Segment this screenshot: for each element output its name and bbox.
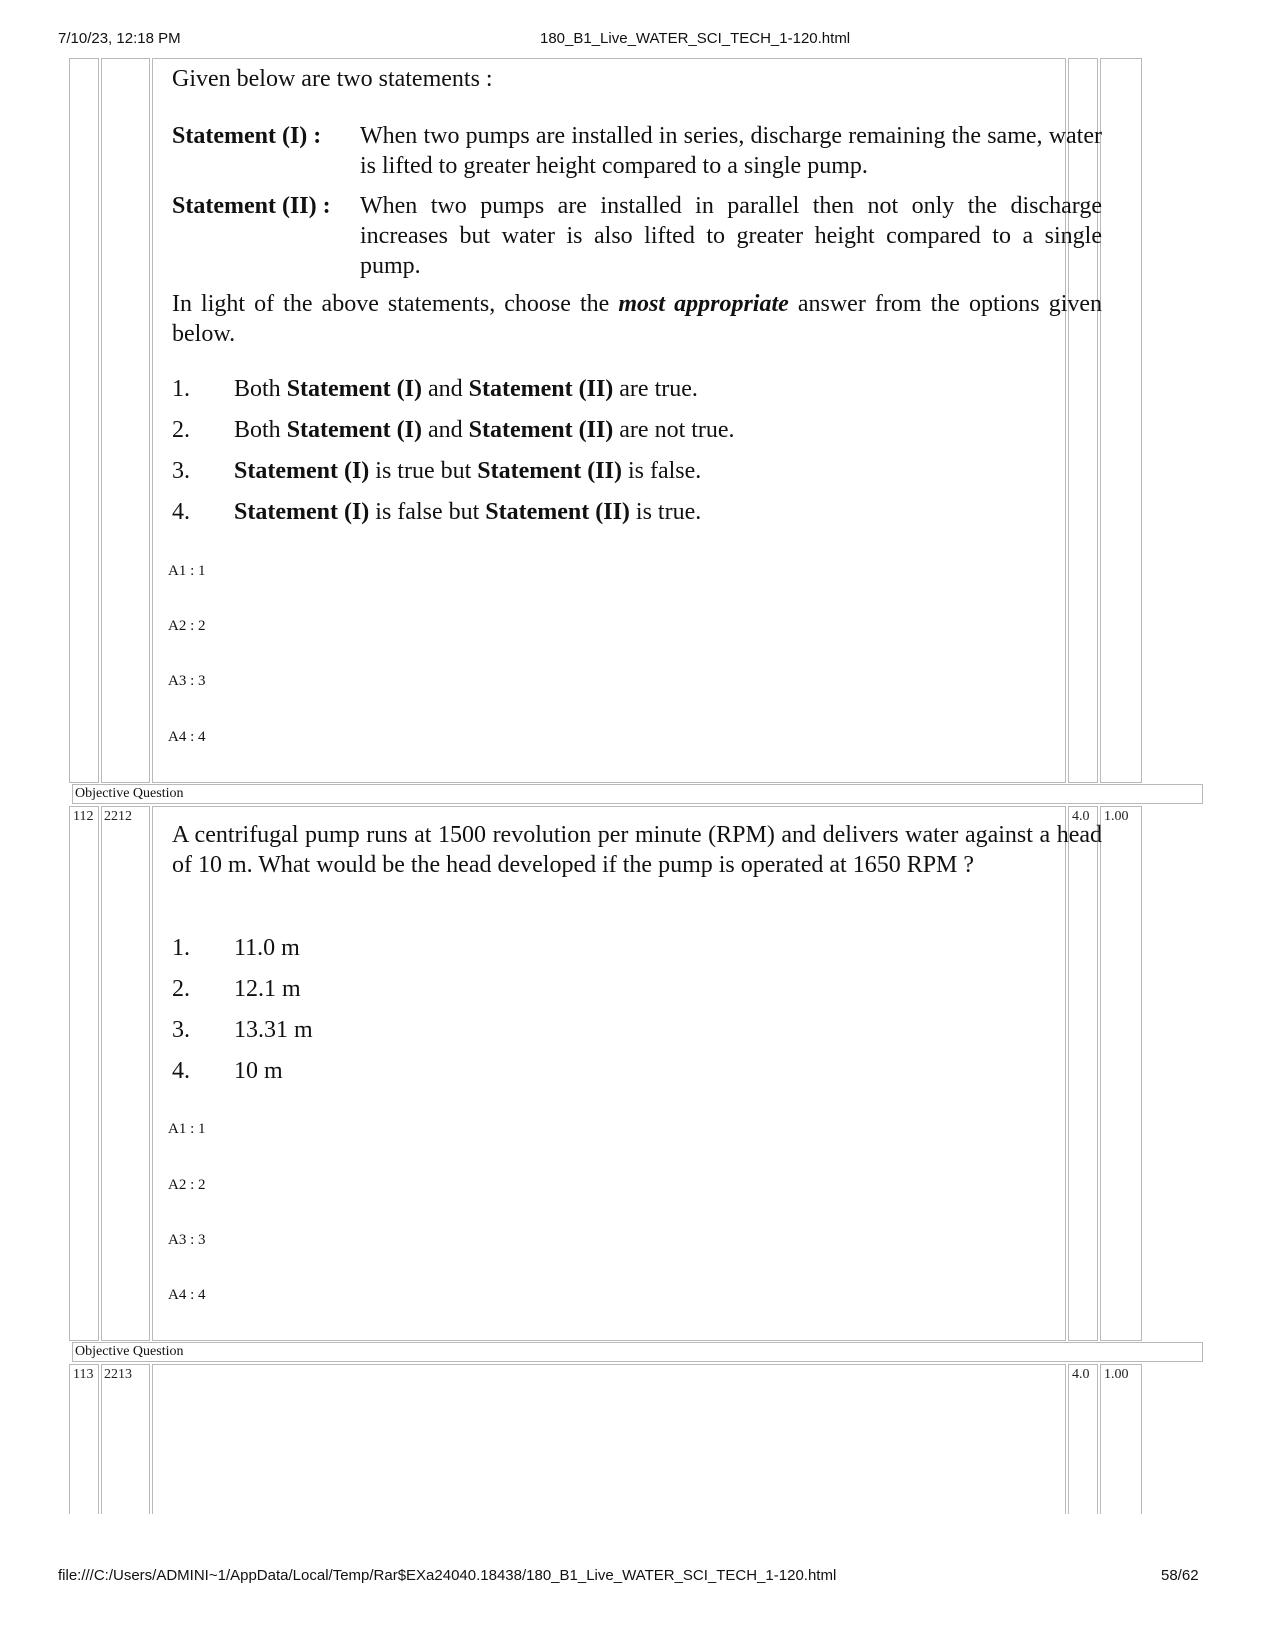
q112-answer-3: A3 : 3 bbox=[168, 1232, 206, 1248]
q113-sno-cell bbox=[69, 1364, 99, 1514]
q112-answer-4: A4 : 4 bbox=[168, 1287, 206, 1303]
statement-1-label: Statement (I) : bbox=[172, 123, 322, 149]
q112-qid-cell bbox=[101, 806, 150, 1341]
q111-instruction bbox=[172, 289, 1102, 349]
q112-answer-2: A2 : 2 bbox=[168, 1177, 206, 1193]
q111-option-4: 4. Statement (I) is false but Statement (II) is true. bbox=[172, 499, 702, 525]
q113-negative-marks: 1.00 bbox=[1104, 1367, 1129, 1382]
q111-statement-1 bbox=[172, 121, 1102, 183]
q111-statement-2 bbox=[172, 191, 1102, 281]
print-datetime: 7/10/23, 12:18 PM bbox=[58, 30, 181, 47]
statement-1-text: When two pumps are installed in series, discharge remaining the same, water is lifted to greater height compared to a single pump. bbox=[360, 123, 1102, 179]
q111-answer-2: A2 : 2 bbox=[168, 618, 206, 634]
print-page-number: 58/62 bbox=[1161, 1567, 1199, 1584]
q111-answer-3: A3 : 3 bbox=[168, 673, 206, 689]
q112-option-3: 3. 13.31 m bbox=[172, 1017, 313, 1043]
q113-question-id: 2213 bbox=[104, 1367, 132, 1382]
q112-option-2: 2. 12.1 m bbox=[172, 976, 301, 1002]
q111-answer-4: A4 : 4 bbox=[168, 729, 206, 745]
q111-sno-cell bbox=[69, 58, 99, 783]
q112-content-cell bbox=[152, 806, 1066, 1341]
instruction-pre: In light of the above statements, choose the bbox=[172, 291, 610, 317]
instruction-post: answer from the options given below. bbox=[172, 291, 1103, 347]
objective-question-label-2: Objective Question bbox=[72, 1342, 1203, 1362]
objective-question-label: Objective Question bbox=[72, 784, 1203, 804]
q111-answer-1: A1 : 1 bbox=[168, 563, 206, 579]
statement-2-label: Statement (II) : bbox=[172, 193, 331, 219]
q113-serial-number: 113 bbox=[73, 1367, 94, 1382]
q112-negative-cell bbox=[1100, 806, 1142, 1341]
q113-content-cell bbox=[152, 1364, 1066, 1514]
q112-option-4: 4. 10 m bbox=[172, 1058, 283, 1084]
q112-marks: 4.0 bbox=[1072, 809, 1090, 824]
q113-qid-cell bbox=[101, 1364, 150, 1514]
q111-intro: Given below are two statements : bbox=[172, 66, 493, 92]
print-title: 180_B1_Live_WATER_SCI_TECH_1-120.html bbox=[540, 30, 851, 47]
q112-option-1: 1. 11.0 m bbox=[172, 935, 300, 961]
q112-sno-cell bbox=[69, 806, 99, 1341]
q112-serial-number: 112 bbox=[73, 809, 94, 824]
q112-negative-marks: 1.00 bbox=[1104, 809, 1129, 824]
q111-option-3: 3. Statement (I) is true but Statement (II) is false. bbox=[172, 458, 702, 484]
q113-negative-cell bbox=[1100, 1364, 1142, 1514]
q111-option-1: 1. Both Statement (I) and Statement (II) are true. bbox=[172, 376, 698, 402]
q111-negative-cell bbox=[1100, 58, 1142, 783]
print-file-path: file:///C:/Users/ADMINI~1/AppData/Local/Temp/Rar$EXa24040.18438/180_B1_Live_WATER_SCI_TECH_1-120.html bbox=[58, 1567, 837, 1584]
statement-2-text: When two pumps are installed in parallel then not only the discharge increases but water is also lifted to greater height compared to a single pump. bbox=[360, 193, 1102, 279]
q112-question-text: A centrifugal pump runs at 1500 revolution per minute (RPM) and delivers water against a head of 10 m. What would be the head developed if the pump is operated at 1650 RPM ? bbox=[172, 822, 1102, 878]
q112-answer-1: A1 : 1 bbox=[168, 1121, 206, 1137]
q111-qid-cell bbox=[101, 58, 150, 783]
q112-marks-cell bbox=[1068, 806, 1098, 1341]
q111-option-2: 2. Both Statement (I) and Statement (II) are not true. bbox=[172, 417, 735, 443]
q113-marks: 4.0 bbox=[1072, 1367, 1090, 1382]
q112-question-id: 2212 bbox=[104, 809, 132, 824]
instruction-emphasis: most appropriate bbox=[618, 291, 789, 317]
q113-marks-cell bbox=[1068, 1364, 1098, 1514]
